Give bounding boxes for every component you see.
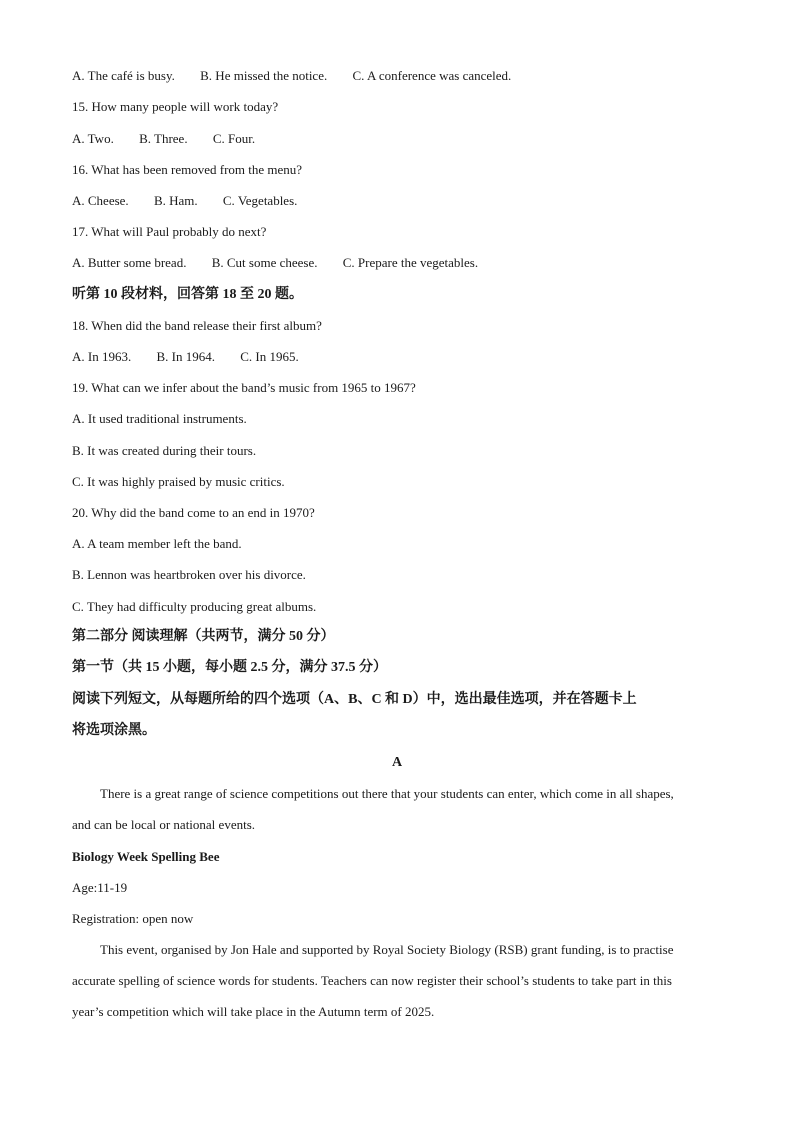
q14-options	[72, 68, 511, 84]
option-b: B. He missed the notice.	[200, 68, 328, 83]
q18-options	[72, 349, 299, 365]
q20-option-b: B. Lennon was heartbroken over his divorce.	[72, 567, 306, 582]
intro-paragraph-line-2: and can be local or national events.	[72, 817, 256, 832]
option-b: B. Cut some cheese.	[211, 255, 318, 270]
event-description-line-3: year’s competition which will take place in the Autumn term of 2025.	[72, 1004, 435, 1019]
q16-stem: 16. What has been removed from the menu?	[72, 162, 303, 177]
option-b: B. Ham.	[153, 193, 198, 208]
section-one-heading: 第一节（共 15 小题，每小题 2.5 分，满分 37.5 分）	[72, 660, 387, 675]
q19-option-c: C. It was highly praised by music critics.	[72, 474, 285, 489]
section-10-heading: 听第 10 段材料，回答第 18 至 20 题。	[72, 287, 303, 302]
option-c: C. A conference was canceled.	[352, 68, 512, 83]
q15-stem: 15. How many people will work today?	[72, 99, 279, 114]
part-two-heading: 第二部分 阅读理解（共两节，满分 50 分）	[72, 629, 335, 644]
event-description-line-2: accurate spelling of science words for students. Teachers can now register their school’s students to take part in this	[72, 973, 672, 988]
q19-stem: 19. What can we infer about the band’s music from 1965 to 1967?	[72, 380, 416, 395]
option-a: A. Two.	[72, 131, 114, 146]
q18-stem: 18. When did the band release their first album?	[72, 318, 322, 333]
q17-stem: 17. What will Paul probably do next?	[72, 224, 267, 239]
option-a: A. In 1963.	[72, 349, 132, 364]
option-a: A. Butter some bread.	[72, 255, 187, 270]
q20-option-c: C. They had difficulty producing great albums.	[72, 599, 317, 614]
registration-status: Registration: open now	[72, 911, 194, 926]
option-c: C. Four.	[212, 131, 256, 146]
option-b: B. Three.	[139, 131, 188, 146]
instruction-line-1: 阅读下列短文，从每题所给的四个选项（A、B、C 和 D）中，选出最佳选项，并在答题卡上	[72, 692, 637, 707]
option-a: A. The café is busy.	[72, 68, 175, 83]
q20-stem: 20. Why did the band come to an end in 1970?	[72, 505, 315, 520]
q15-options	[72, 131, 255, 147]
option-a: A. Cheese.	[72, 193, 129, 208]
age-range: Age:11-19	[72, 880, 128, 895]
event-description-line-1: This event, organised by Jon Hale and supported by Royal Society Biology (RSB) grant funding, is to practise	[100, 942, 674, 957]
q16-options	[72, 193, 297, 209]
option-c: C. Prepare the vegetables.	[342, 255, 479, 270]
q20-option-a: A. A team member left the band.	[72, 536, 242, 551]
intro-paragraph-line-1: There is a great range of science competitions out there that your students can enter, which come in all shapes,	[100, 786, 674, 801]
q19-option-b: B. It was created during their tours.	[72, 443, 257, 458]
option-c: C. In 1965.	[240, 349, 299, 364]
q19-option-a: A. It used traditional instruments.	[72, 411, 247, 426]
event-title: Biology Week Spelling Bee	[72, 849, 220, 864]
passage-label: A	[391, 755, 403, 770]
option-b: B. In 1964.	[156, 349, 215, 364]
q17-options	[72, 255, 478, 271]
option-c: C. Vegetables.	[222, 193, 298, 208]
instruction-line-2: 将选项涂黑。	[72, 723, 156, 738]
